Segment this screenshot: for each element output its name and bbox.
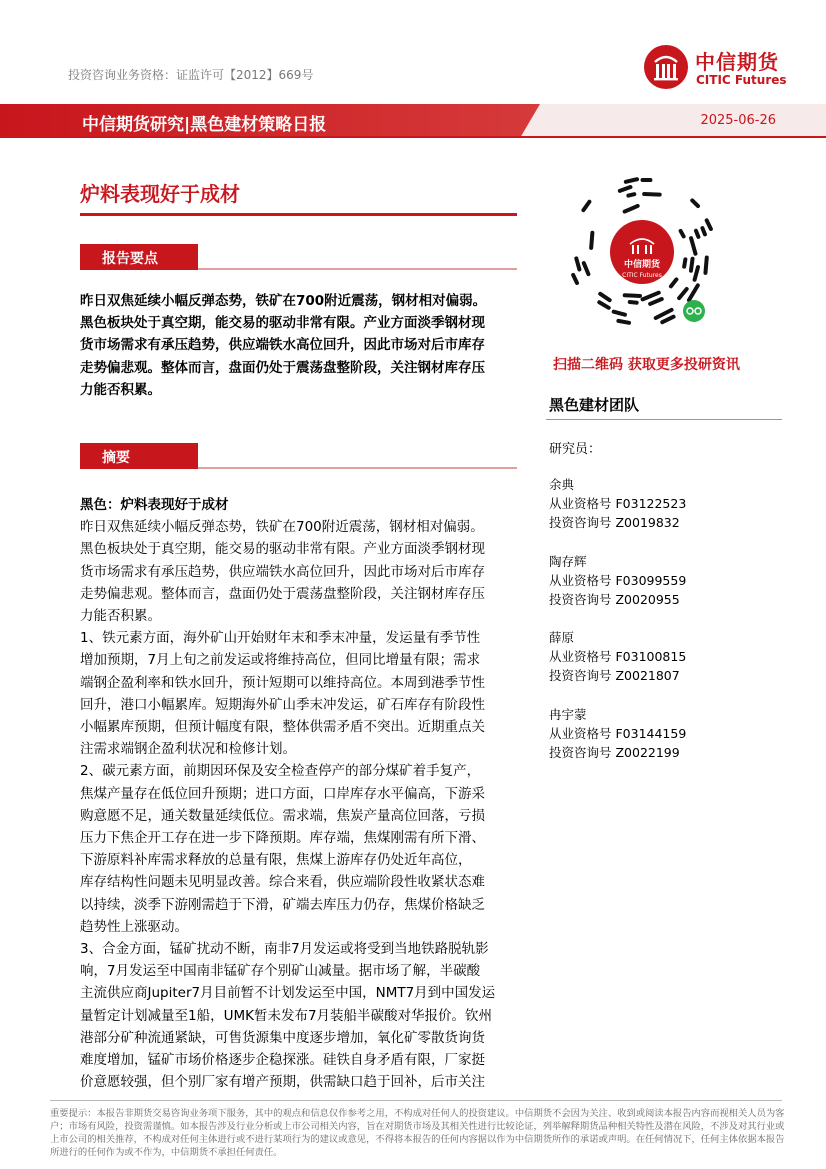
researcher-license: 从业资格号 F03100815	[549, 649, 687, 664]
qr-logo-en: CITIC Futures	[622, 272, 662, 279]
footer-divider	[50, 1100, 782, 1101]
report-title: 炉料表现好于成材	[80, 182, 240, 206]
summary-line: 货市场需求有承压趋势，供应端铁水高位回升，因此市场对后市库存	[80, 563, 485, 580]
researcher-card	[549, 628, 769, 685]
summary-line: 主流供应商Jupiter7月目前暂不计划发运至中国，NMT7月到中国发运	[80, 985, 496, 1002]
summary-line: 1、铁元素方面，海外矿山开始财年末和季末冲量，发运量有季节性	[80, 630, 481, 647]
key-points-tag	[80, 244, 198, 270]
team-title: 黑色建材团队	[549, 396, 640, 414]
banner-title: 中信期货研究|黑色建材策略日报	[82, 115, 327, 135]
qr-logo-cn: 中信期货	[623, 260, 661, 270]
researcher-consult: 投资咨询号 Z0022199	[549, 745, 680, 760]
summary-line: 注需求端钢企盈利状况和检修计划。	[80, 741, 296, 758]
summary-line: 港部分矿种流通紧缺，可售货源集中度逐步增加，氧化矿零散货询货	[80, 1029, 485, 1046]
summary-heading: 黑色：炉料表现好于成材	[80, 497, 229, 513]
summary-line: 库存结构性问题未见明显改善。综合来看，供应端阶段性收紧状态难	[80, 874, 485, 891]
key-point-line: 货市场需求有承压趋势，供应端铁水高位回升，因此市场对后市库存	[80, 337, 485, 354]
summary-line: 端钢企盈利率和铁水回升，预计短期可以维持高位。本周到港季节性	[80, 674, 485, 691]
researcher-name: 陶存辉	[549, 554, 587, 569]
researcher-license: 从业资格号 F03144159	[549, 726, 687, 741]
summary-header	[80, 443, 517, 469]
qr-caption: 扫描二维码 获取更多投研资讯	[553, 357, 740, 373]
summary-line: 难度增加，锰矿市场价格逐步企稳探涨。硅铁自身矛盾有限，厂家挺	[80, 1052, 485, 1069]
key-points-header	[80, 244, 517, 270]
researcher-license: 从业资格号 F03099559	[549, 573, 687, 588]
summary-underline	[198, 467, 517, 469]
summary-line: 下游原料补库需求释放的总量有限，焦煤上游库存仍处近年高位，	[80, 852, 472, 869]
summary-line: 力能否积累。	[80, 608, 161, 625]
summary-tag	[80, 443, 198, 469]
researcher-consult: 投资咨询号 Z0020955	[549, 592, 680, 607]
summary-line: 增加预期，7月上旬之前发运或将维持高位，但同比增量有限；需求	[80, 652, 481, 669]
summary-line: 趋势性上涨驱动。	[80, 918, 188, 935]
summary-line: 焦煤产量存在低位回升预期；进口方面，口岸库存水平偏高，下游采	[80, 785, 485, 802]
researcher-card	[549, 705, 769, 762]
logo-name-en: CITIC Futures	[696, 73, 787, 87]
summary-line: 价意愿较强，但个别厂家有增产预期，供需缺口趋于回补，后市关注	[80, 1074, 485, 1091]
summary-line: 走势偏悲观。整体而言，盘面仍处于震荡盘整阶段，关注钢材库存压	[80, 585, 485, 602]
summary-body	[80, 494, 520, 1093]
researcher-name: 余典	[549, 477, 575, 492]
summary-line: 小幅累库预期，但预计幅度有限，整体供需矛盾不突出。近期重点关	[80, 719, 485, 736]
researcher-consult: 投资咨询号 Z0021807	[549, 668, 680, 683]
researcher-card	[549, 552, 769, 609]
logo-name-cn: 中信期货	[695, 50, 779, 74]
key-point-line: 黑色板块处于真空期，能交易的驱动非常有限。产业方面淡季钢材现	[80, 315, 485, 332]
qr-code-icon[interactable]	[566, 176, 718, 328]
citic-futures-logo	[643, 44, 808, 94]
license-text: 投资咨询业务资格：证监许可【2012】669号	[68, 68, 314, 82]
report-date: 2025-06-26	[700, 113, 776, 128]
summary-line: 昨日双焦延续小幅反弹态势，铁矿在700附近震荡，钢材相对偏弱。	[80, 519, 484, 536]
key-point-line: 走势偏悲观。整体而言，盘面仍处于震荡盘整阶段，关注钢材库存压	[80, 359, 485, 376]
summary-line: 响，7月发运至中国南非锰矿存个别矿山减量。据市场了解，半碳酸	[80, 963, 481, 980]
summary-line: 2、碳元素方面，前期因环保及安全检查停产的部分煤矿着手复产，	[80, 763, 481, 780]
researcher-label: 研究员：	[549, 442, 602, 457]
summary-label: 摘要	[102, 450, 130, 466]
team-divider	[546, 419, 782, 420]
disclaimer-text: 重要提示：本报告非期货交易咨询业务项下服务，其中的观点和信息仅作参考之用，不构成对任何人的投资建议。中信期货不会因为关注、收到或阅读本报告内容而视相关人员为客户；市场有风险，投资需谨慎。如本报告涉及行业分析或上市公司相关内容，旨在对期货市场及其相关性进行比较论证，列举解释期货品种相关特性及潜在风险，不涉及对其行业或上市公司的相关推荐，不构成对任何主体进行或不进行某项行为的建议或意见，不得将本报告的任何内容据以作为中信期货所作的承诺或声明。在任何情况下，任何主体依据本报告所进行的任何作为或不作为，中信期货不承担任何责任。	[50, 1108, 785, 1158]
researcher-card	[549, 475, 769, 532]
summary-line: 压力下焦企开工存在进一步下降预期。库存端，焦煤刚需有所下滑、	[80, 830, 485, 847]
summary-line: 回升，港口小幅累库。短期海外矿山季末冲发运，矿石库存有阶段性	[80, 696, 485, 713]
title-divider	[80, 213, 517, 216]
key-points-label: 报告要点	[102, 251, 158, 267]
summary-line: 量暂定计划减量至1船，UMK暂未发布7月装船半碳酸对华报价。钦州	[80, 1007, 493, 1024]
researcher-consult: 投资咨询号 Z0019832	[549, 515, 680, 530]
citic-logo-icon	[643, 44, 689, 90]
researcher-name: 薛原	[549, 630, 575, 645]
key-points-text	[80, 290, 520, 401]
key-points-underline	[198, 268, 517, 270]
researcher-name: 冉宇蒙	[549, 707, 587, 722]
summary-line: 购意愿不足，通关数量延续低位。需求端，焦炭产量高位回落，亏损	[80, 807, 485, 824]
summary-line: 黑色板块处于真空期，能交易的驱动非常有限。产业方面淡季钢材现	[80, 541, 485, 558]
key-point-line: 昨日双焦延续小幅反弹态势，铁矿在700附近震荡，钢材相对偏弱。	[80, 293, 487, 309]
researcher-license: 从业资格号 F03122523	[549, 496, 687, 511]
key-point-line: 力能否积累。	[80, 381, 161, 398]
report-banner	[0, 104, 826, 138]
summary-line: 以持续，淡季下游刚需趋于下滑，矿端去库压力仍存，焦煤价格缺乏	[80, 896, 485, 913]
summary-line: 3、合金方面，锰矿扰动不断，南非7月发运或将受到当地铁路脱轨影	[80, 941, 489, 958]
summary-lines	[80, 516, 520, 1093]
